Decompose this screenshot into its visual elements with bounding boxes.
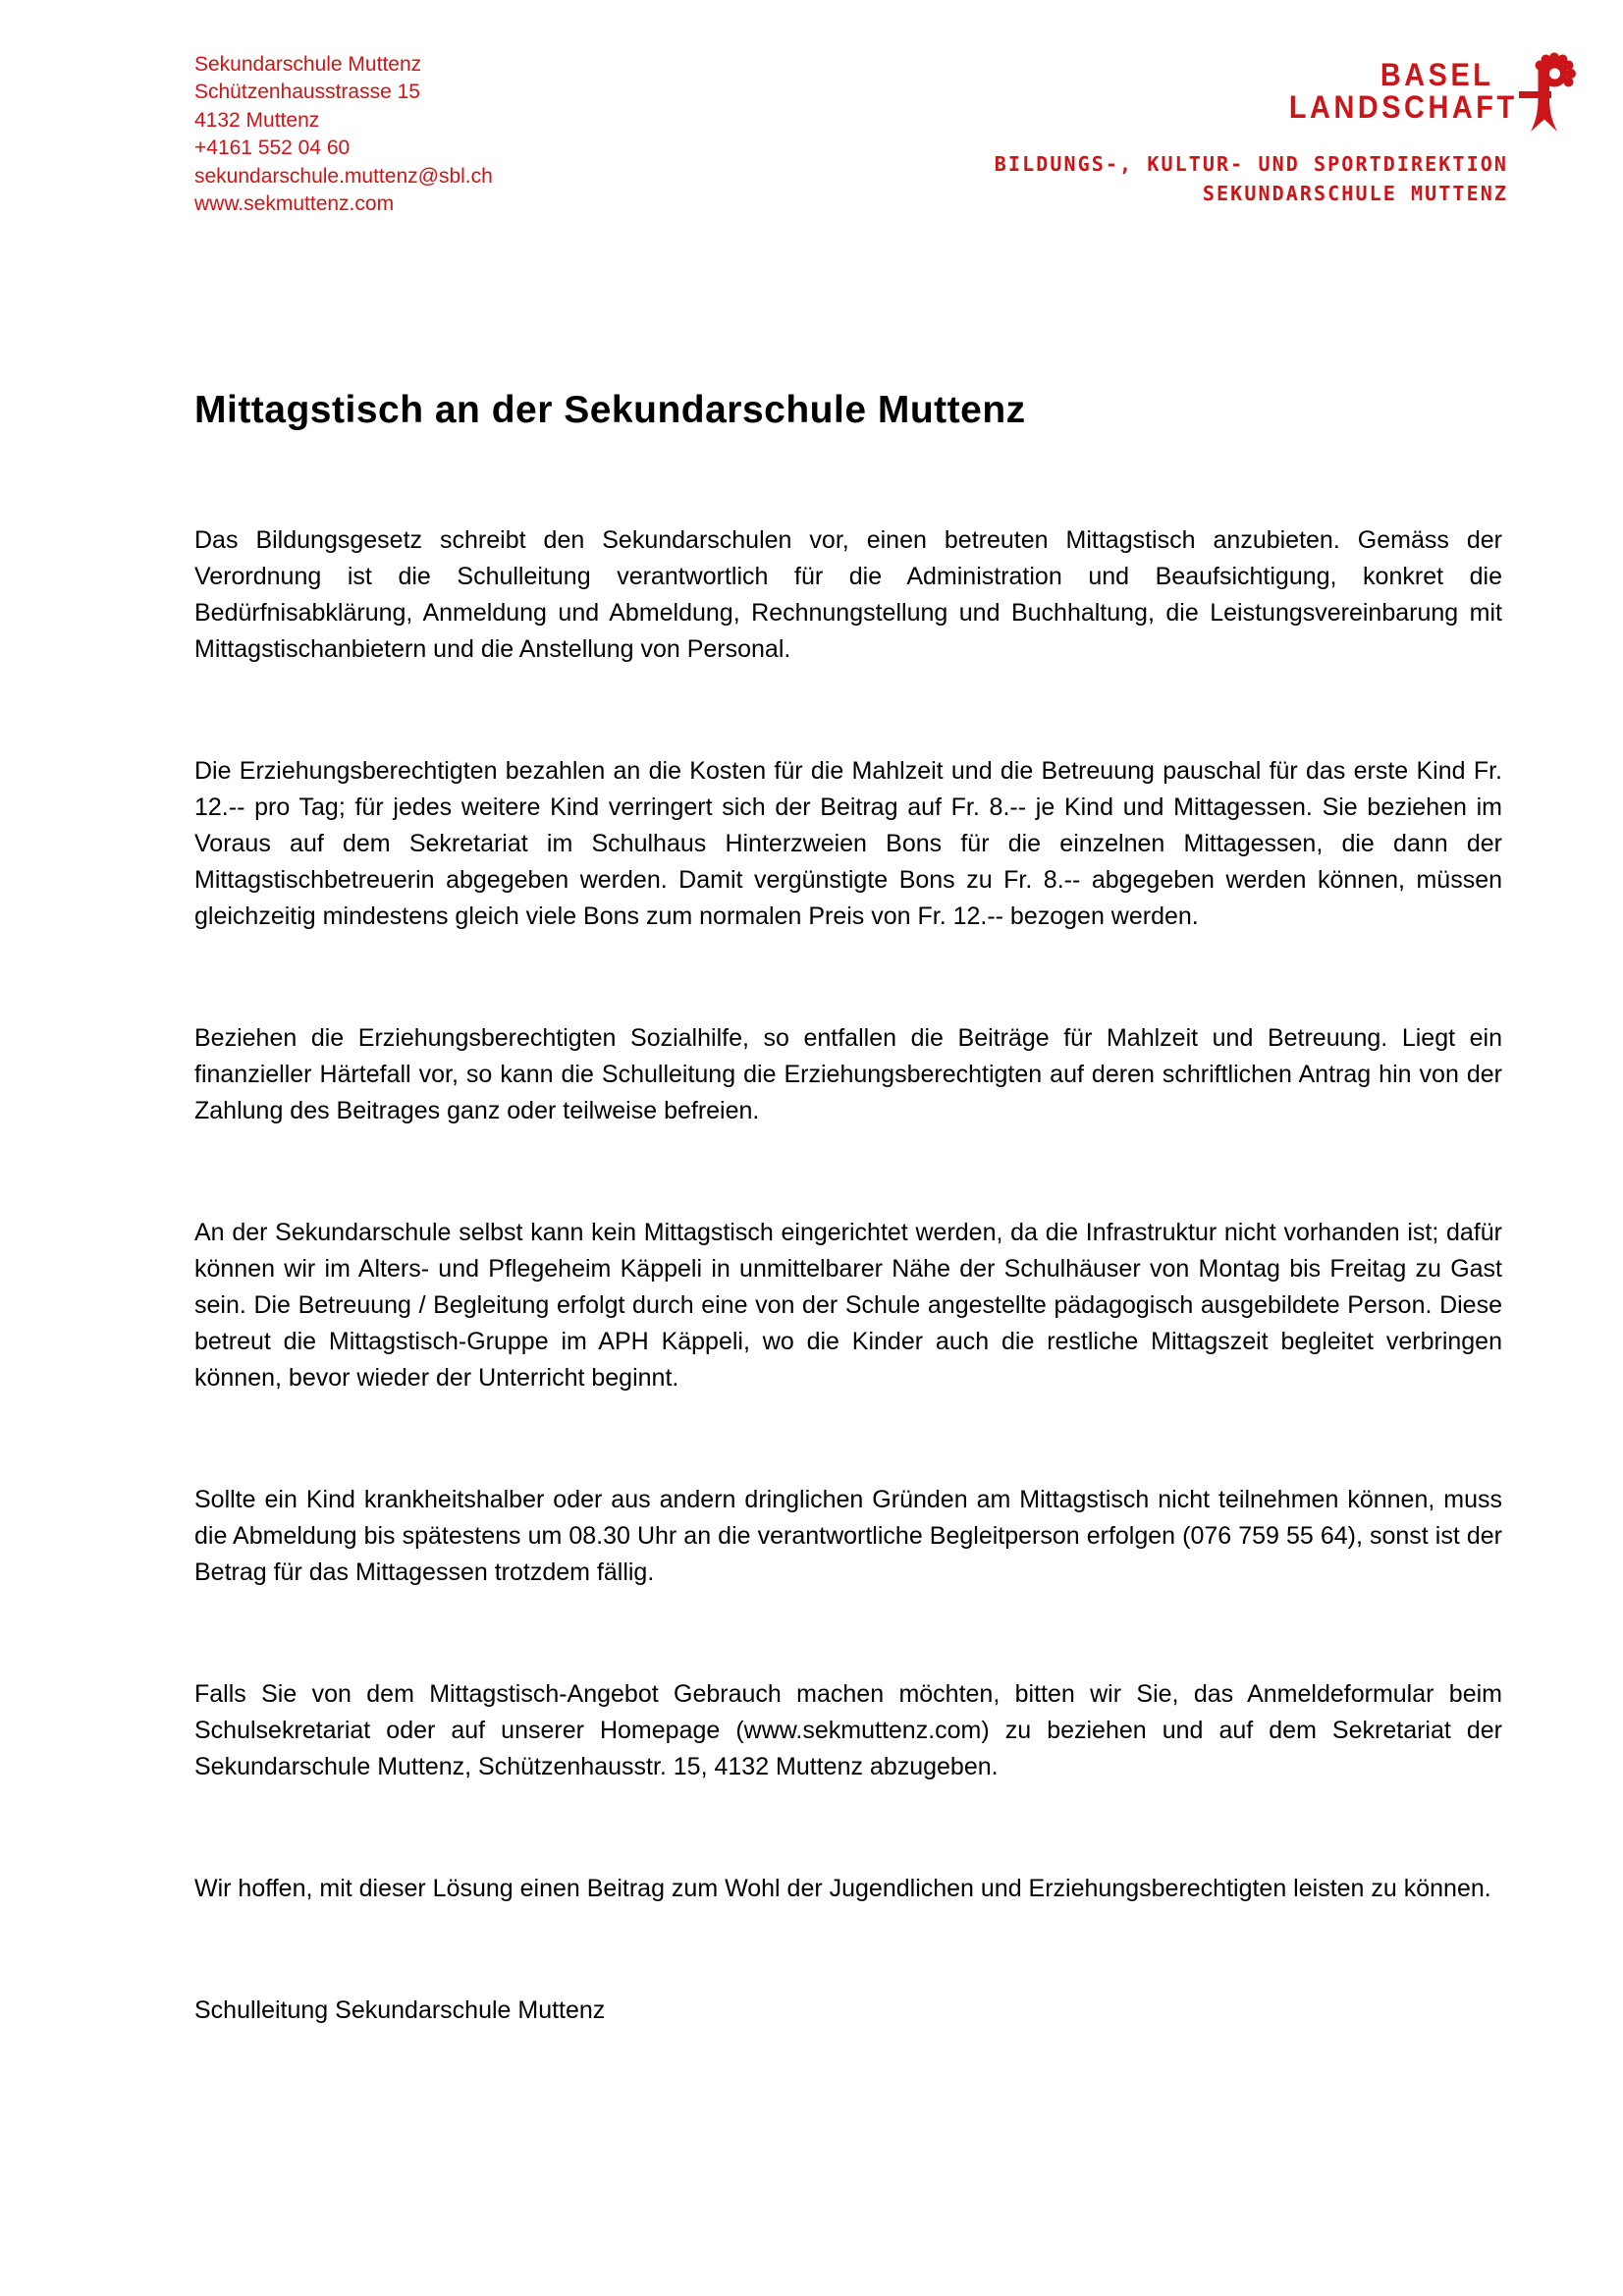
body-paragraph-5: Sollte ein Kind krankheitshalber oder aus andern dringlichen Gründen am Mittagstisch nicht teilnehmen können, muss die Abmeldung bis spätestens um 08.30 Uhr an die verantwortliche Begleitperson erfolgen (076 759 55 64), sonst ist der Betrag für das Mittagessen trotzdem fällig. bbox=[194, 1486, 1502, 1586]
logo-wordmark-row bbox=[1264, 52, 1579, 136]
body-paragraph-7: Wir hoffen, mit dieser Lösung einen Beitrag zum Wohl der Jugendlichen und Erziehungsberechtigten leisten zu können. bbox=[194, 1875, 1491, 1902]
logo-department-block bbox=[995, 149, 1579, 208]
body-paragraph-4: An der Sekundarschule selbst kann kein Mittagstisch eingerichtet werden, da die Infrastruktur nicht vorhanden ist; dafür können wir im Alters- und Pflegeheim Käppeli in unmittelbarer Nähe der Schulhäuser von Montag bis Freitag zu Gast sein. Die Betreuung / Begleitung erfolgt durch eine von der Schule angestellte pädagogisch ausgebildete Person. Diese betreut die Mittagstisch-Gruppe im APH Käppeli, wo die Kinder auch die restliche Mittagszeit begleitet verbringen können, bevor wieder der Unterricht beginnt. bbox=[194, 1219, 1502, 1392]
sender-website: www.sekmuttenz.com bbox=[194, 192, 395, 216]
body-paragraph-6: Falls Sie von dem Mittagstisch-Angebot Gebrauch machen möchten, bitten wir Sie, das Anmeldeformular beim Schulsekretariat oder auf unserer Homepage (www.sekmuttenz.com) zu beziehen und auf dem Sekretariat der Sekundarschule Muttenz, Schützenhausstr. 15, 4132 Muttenz abzugeben. bbox=[194, 1680, 1502, 1780]
department-line: BILDUNGS-, KULTUR- UND SPORTDIREKTION bbox=[994, 152, 1508, 176]
sender-street: Schützenhausstrasse 15 bbox=[194, 81, 420, 104]
sender-contact-block bbox=[194, 51, 493, 218]
document-title: Mittagstisch an der Sekundarschule Muttenz bbox=[194, 389, 1026, 431]
baselland-crosier-icon bbox=[1519, 52, 1579, 136]
sender-name: Sekundarschule Muttenz bbox=[194, 53, 422, 76]
baselland-logo bbox=[995, 52, 1579, 208]
wordmark-landschaft: LANDSCHAFT bbox=[1289, 89, 1518, 125]
body-paragraph-1: Das Bildungsgesetz schreibt den Sekundarschulen vor, einen betreuten Mittagstisch anzubieten. Gemäss der Verordnung ist die Schulleitung verantwortlich für die Administration und Beaufsichtigung, konkret die Bedürfnisabklärung, Anmeldung und Abmeldung, Rechnungstellung und Buchhaltung, die Leistungsvereinbarung mit Mittagstischanbietern und die Anstellung von Personal. bbox=[194, 526, 1502, 663]
unit-line: SEKUNDARSCHULE MUTTENZ bbox=[1202, 182, 1508, 205]
body-paragraph-2: Die Erziehungsberechtigten bezahlen an die Kosten für die Mahlzeit und die Betreuung pauschal für das erste Kind Fr. 12.-- pro Tag; für jedes weitere Kind verringert sich der Beitrag auf Fr. 8.-- je Kind und Mittagessen. Sie beziehen im Voraus auf dem Sekretariat im Schulhaus Hinterzweien Bons für die einzelnen Mittagessen, die dann der Mittagstischbetreuerin abgegeben werden. Damit vergünstigte Bons zu Fr. 8.-- abgegeben werden können, müssen gleichzeitig mindestens gleich viele Bons zum normalen Preis von Fr. 12.-- bezogen werden. bbox=[194, 757, 1502, 930]
letter-body bbox=[194, 522, 1502, 2029]
sender-city: 4132 Muttenz bbox=[194, 108, 320, 132]
logo-wordmark bbox=[1264, 57, 1518, 125]
body-paragraph-3: Beziehen die Erziehungsberechtigten Sozialhilfe, so entfallen die Beiträge für Mahlzeit und Betreuung. Liegt ein finanzieller Härtefall vor, so kann die Schulleitung die Erziehungsberechtigten auf deren schriftlichen Antrag hin von der Zahlung des Beitrages ganz oder teilweise befreien. bbox=[194, 1024, 1502, 1124]
wordmark-basel: BASEL bbox=[1380, 57, 1493, 92]
sender-email: sekundarschule.muttenz@sbl.ch bbox=[194, 164, 493, 188]
signature-line: Schulleitung Sekundarschule Muttenz bbox=[194, 1996, 606, 2024]
sender-phone: +4161 552 04 60 bbox=[194, 137, 351, 160]
